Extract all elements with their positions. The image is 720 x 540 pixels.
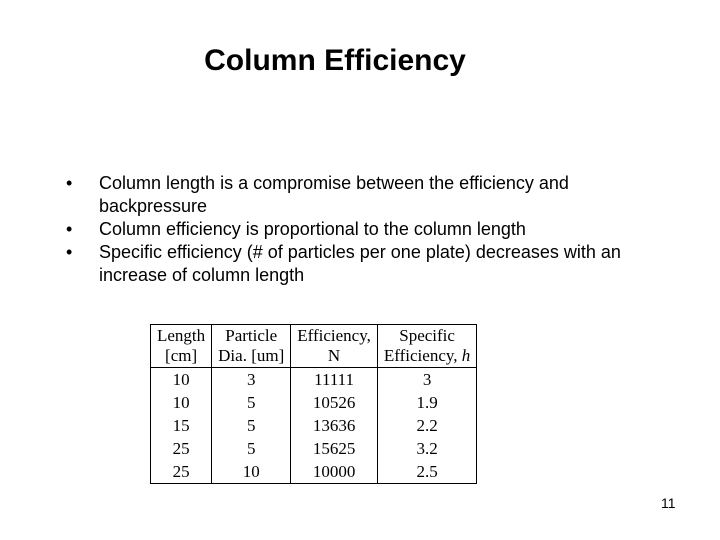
table-row [151, 437, 477, 460]
cell-particle-diameter: 5 [212, 391, 291, 414]
table-row [151, 414, 477, 437]
bullet-text: Column length is a compromise between the efficiency and backpressure [99, 173, 569, 216]
bullet-marker: • [66, 219, 73, 239]
table-row [151, 391, 477, 414]
bullet-text: Specific efficiency (# of particles per one plate) decreases with an increase of column length [99, 242, 621, 285]
efficiency-table [150, 324, 477, 484]
bullet-text: Column efficiency is proportional to the column length [99, 219, 526, 239]
cell-length: 25 [151, 437, 212, 460]
header-line1: Length [157, 326, 206, 345]
bullet-marker: • [66, 242, 73, 262]
header-line1: Particle [225, 326, 278, 345]
bullet-item [66, 172, 636, 218]
header-line1: Specific [399, 326, 455, 345]
cell-specific-efficiency: 3 [377, 368, 476, 392]
header-line2: N [327, 346, 341, 365]
bullet-item [66, 241, 636, 287]
table-row [151, 460, 477, 484]
cell-efficiency: 13636 [291, 414, 378, 437]
cell-efficiency: 10526 [291, 391, 378, 414]
header-line2: Efficiency, [383, 346, 462, 365]
cell-length: 10 [151, 368, 212, 392]
cell-specific-efficiency: 3.2 [377, 437, 476, 460]
cell-particle-diameter: 3 [212, 368, 291, 392]
cell-specific-efficiency: 2.5 [377, 460, 476, 484]
header-line2: Dia. [um] [218, 346, 285, 365]
cell-particle-diameter: 5 [212, 414, 291, 437]
header-particle-diameter [212, 325, 291, 368]
header-line2: [cm] [165, 346, 198, 365]
bullet-item [66, 218, 636, 241]
header-line1: Efficiency, [297, 326, 371, 345]
cell-length: 25 [151, 460, 212, 484]
cell-efficiency: 10000 [291, 460, 378, 484]
cell-particle-diameter: 5 [212, 437, 291, 460]
cell-specific-efficiency: 2.2 [377, 414, 476, 437]
cell-efficiency: 11111 [291, 368, 378, 392]
cell-length: 15 [151, 414, 212, 437]
slide-title: Column Efficiency [204, 44, 466, 77]
bullet-list [66, 172, 636, 287]
bullet-marker: • [66, 173, 73, 193]
header-efficiency [291, 325, 378, 368]
header-length [151, 325, 212, 368]
cell-efficiency: 15625 [291, 437, 378, 460]
cell-specific-efficiency: 1.9 [377, 391, 476, 414]
header-specific-efficiency [377, 325, 476, 368]
cell-particle-diameter: 10 [212, 460, 291, 484]
page-number: 11 [661, 495, 676, 511]
table-header-row [151, 325, 477, 368]
header-symbol: h [461, 346, 471, 365]
cell-length: 10 [151, 391, 212, 414]
table-row [151, 368, 477, 392]
